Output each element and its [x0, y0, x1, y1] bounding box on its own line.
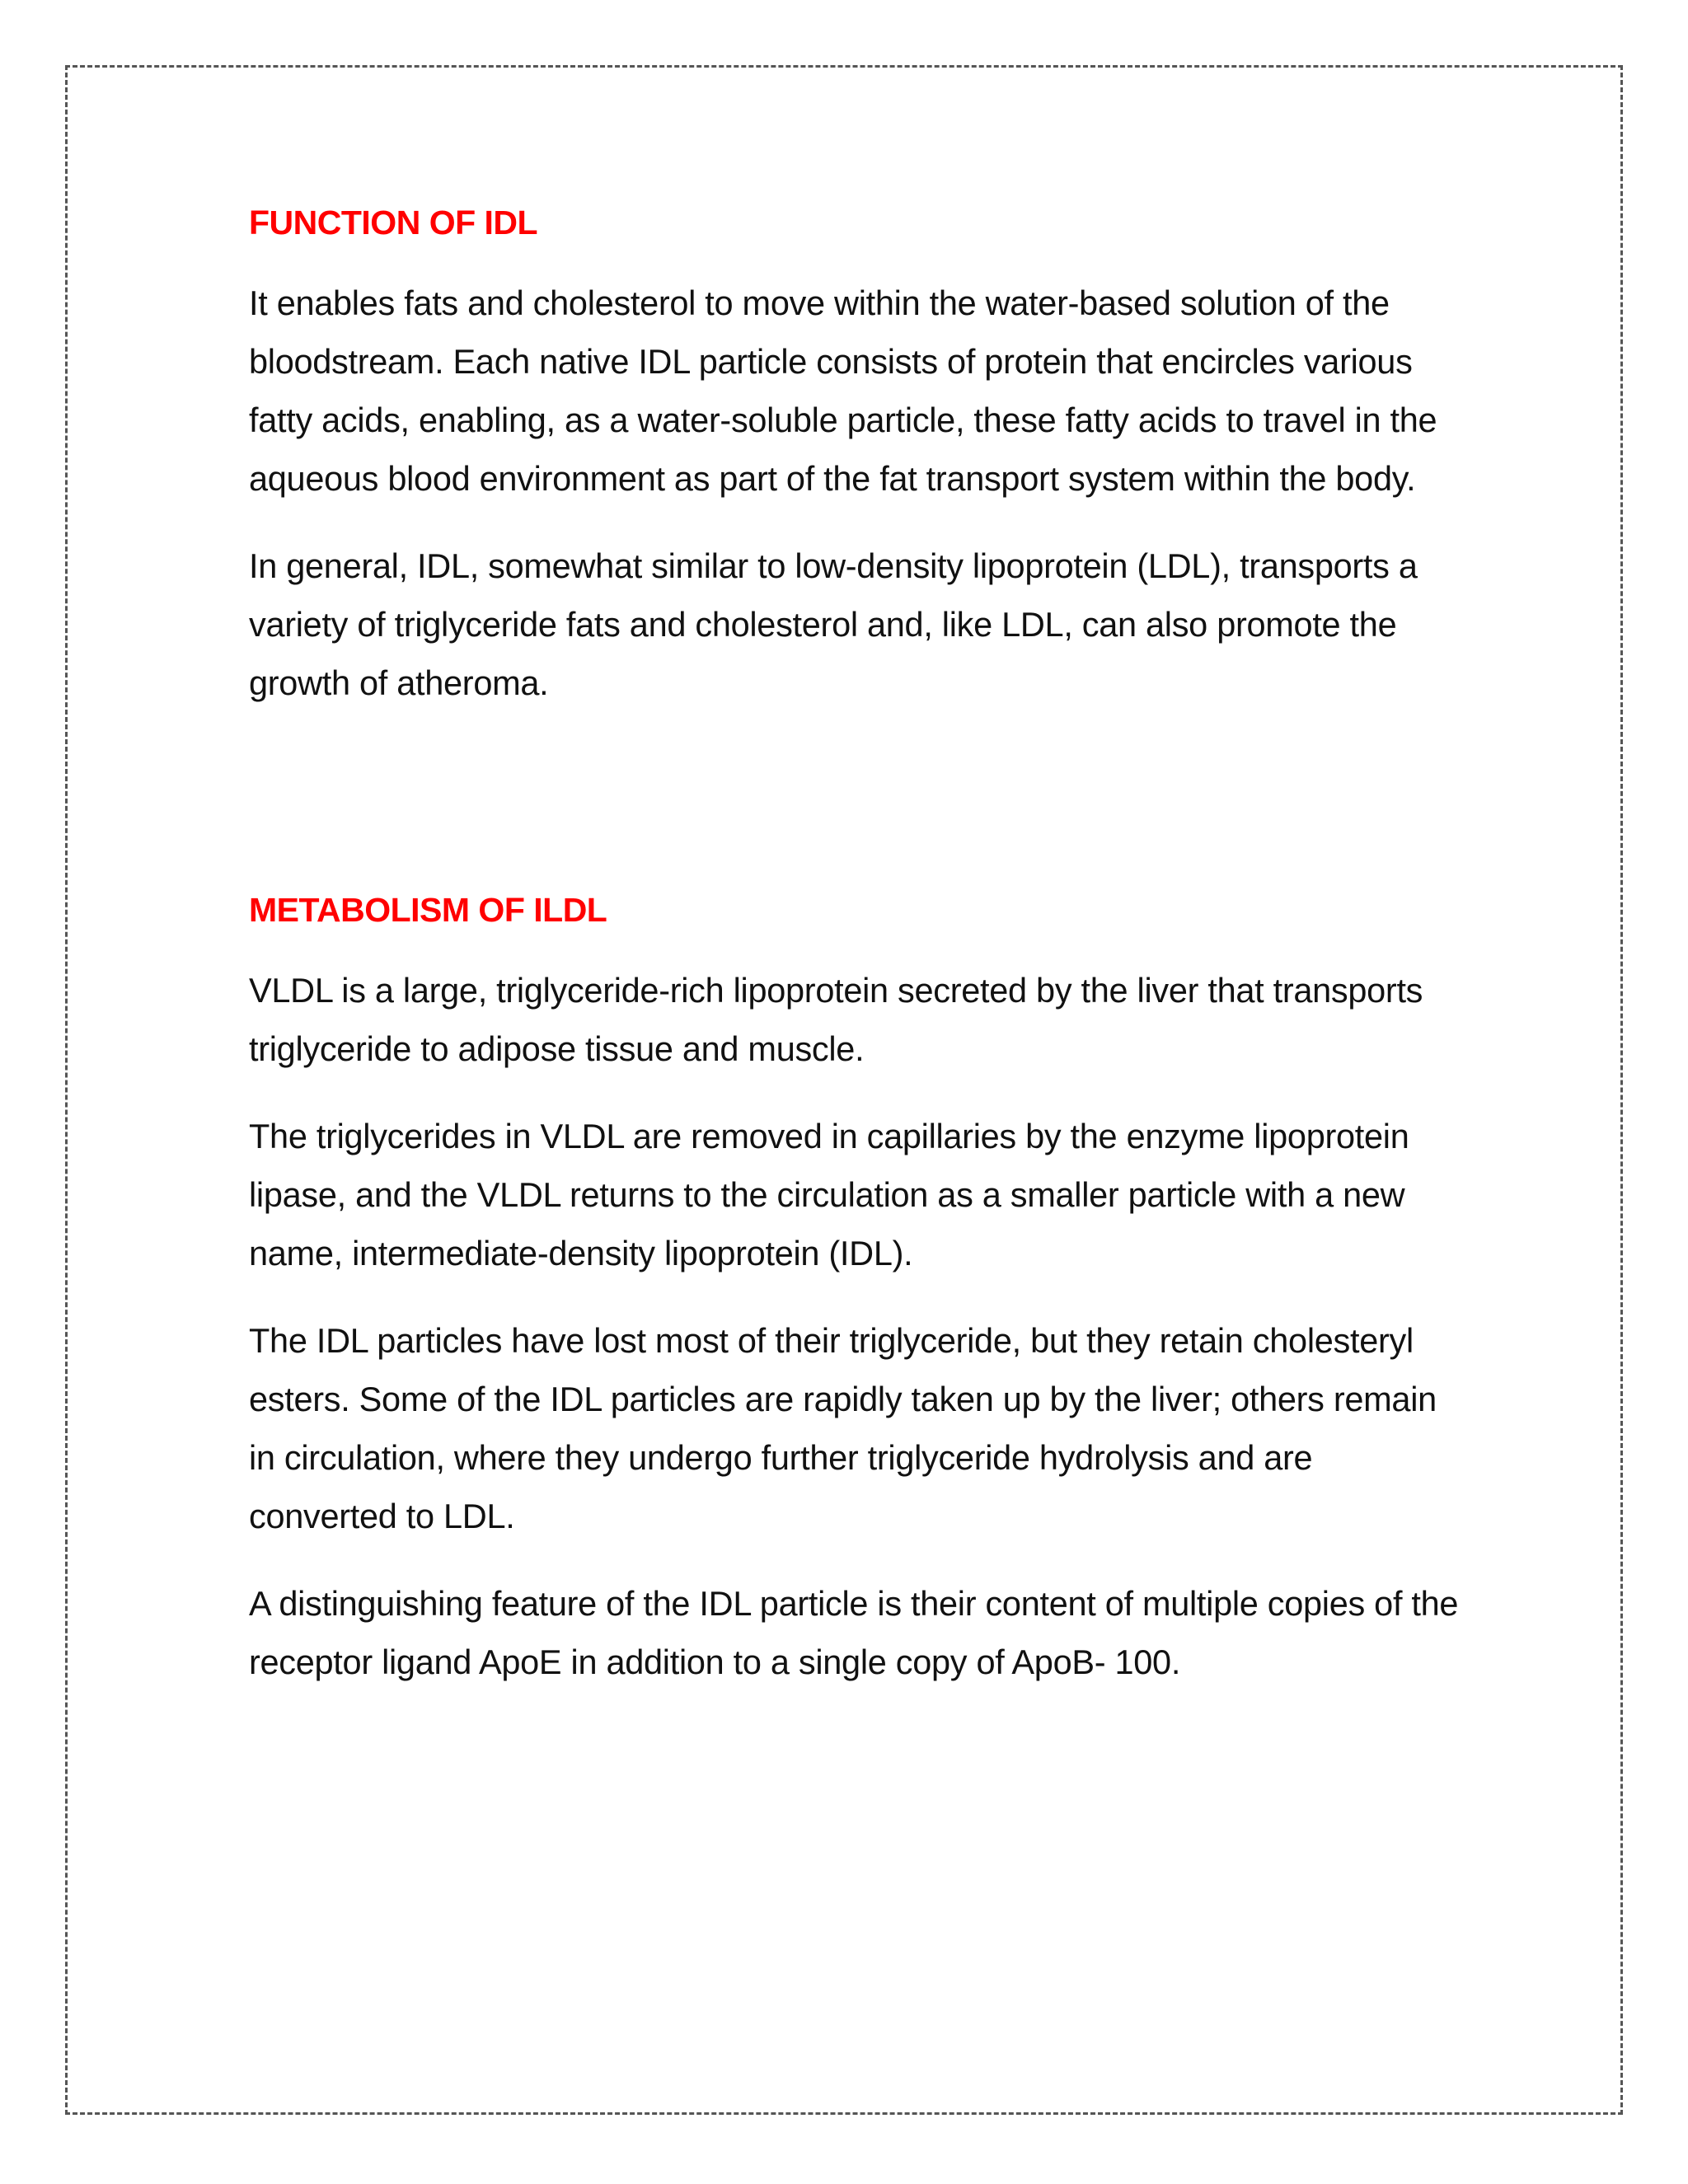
document-body	[249, 198, 1461, 1720]
paragraph: In general, IDL, somewhat similar to low-density lipoprotein (LDL), transports a variety of triglyceride fats and cholesterol and, like LDL, can also promote the growth of atheroma.	[249, 546, 1418, 702]
section-heading: FUNCTION OF IDL	[249, 204, 538, 241]
section-function-of-idl	[249, 198, 1461, 712]
section-spacer	[249, 741, 1461, 885]
section-heading: METABOLISM OF ILDL	[249, 891, 607, 929]
paragraph: VLDL is a large, triglyceride-rich lipoprotein secreted by the liver that transports triglyceride to adipose tissue and muscle.	[249, 971, 1423, 1068]
paragraph: A distinguishing feature of the IDL particle is their content of multiple copies of the receptor ligand ApoE in addition to a single copy of ApoB- 100.	[249, 1584, 1459, 1681]
paragraph: The IDL particles have lost most of their triglyceride, but they retain cholesteryl esters. Some of the IDL particles are rapidly taken up by the liver; others remain in circulation, where they undergo further triglyceride hydrolysis and are converted to LDL.	[249, 1321, 1437, 1535]
paragraph: It enables fats and cholesterol to move within the water-based solution of the bloodstream. Each native IDL particle consists of protein that encircles various fatty acids, enabling, as a water-soluble particle, these fatty acids to travel in the aqueous blood environment as part of the fat transport system within the body.	[249, 284, 1437, 498]
paragraph: The triglycerides in VLDL are removed in capillaries by the enzyme lipoprotein lipase, and the VLDL returns to the circulation as a smaller particle with a new name, intermediate-density lipoprotein (IDL).	[249, 1117, 1409, 1272]
section-metabolism-of-ildl	[249, 885, 1461, 1691]
